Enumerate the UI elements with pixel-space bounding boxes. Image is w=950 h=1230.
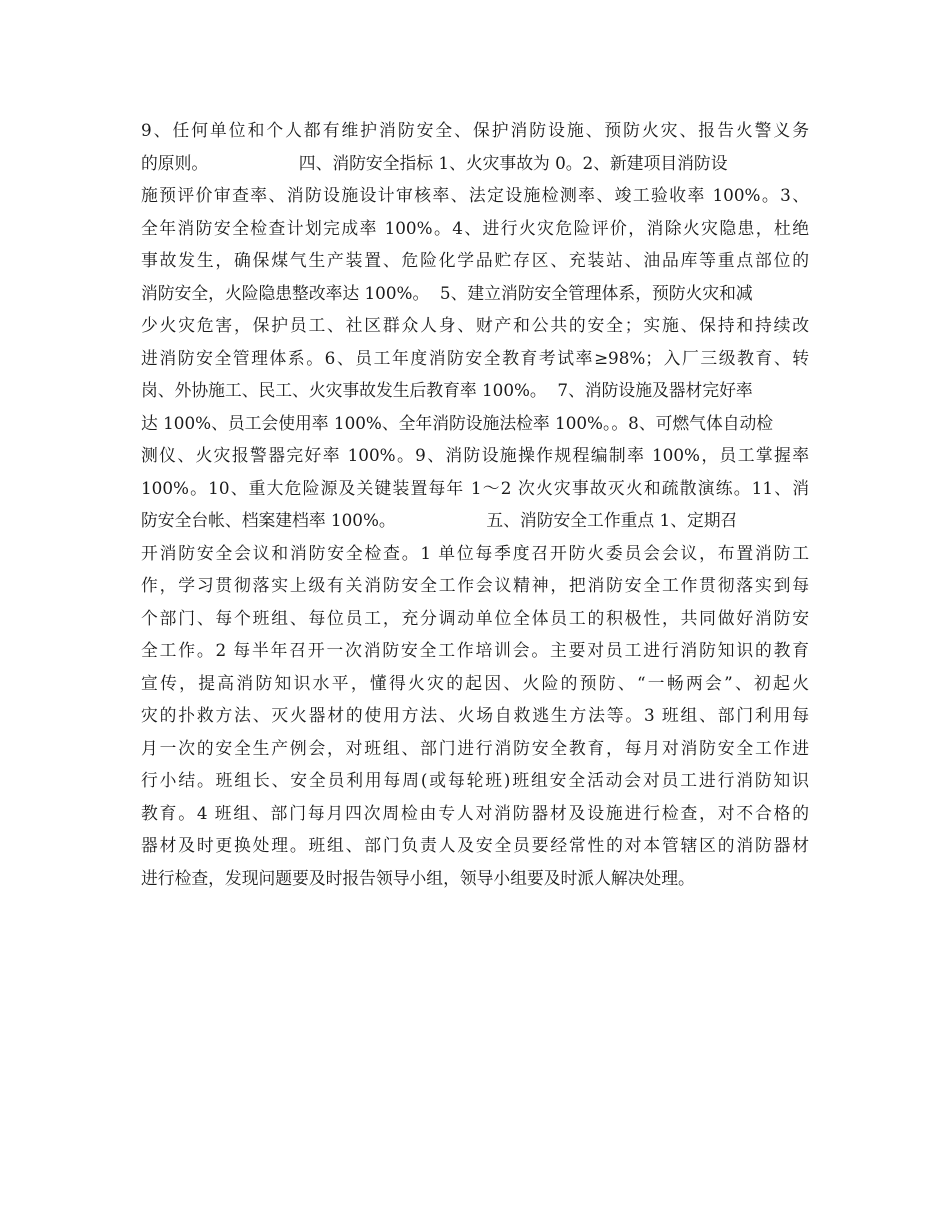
text-line: 测仪、火灾报警器完好率 100%。9、消防设施操作规程编制率 100%，员工掌握率 [141,445,809,465]
text-line: 进消防安全管理体系。6、员工年度消防安全教育考试率≥98%；入厂三级教育、转 [141,347,809,368]
text-line: 教育。4 班组、部门每月四次周检由专人对消防器材及设施进行检查，对不合格的 [141,802,809,823]
text-line: 达 100%、员工会使用率 100%、全年消防设施法检率 100%。。8、可燃气体自动检 [141,412,774,433]
text-line: 100%。10、重大危险源及关键装置每年 1～2 次火灾事故灭火和疏散演练。11、消 [141,477,809,498]
text-line: 事故发生，确保煤气生产装置、危险化学品贮存区、充装站、油品库等重点部位的 [141,250,809,270]
text-line: 个部门、每个班组、每位员工，充分调动单位全体员工的积极性，共同做好消防安 [141,607,809,628]
text-line: 进行检查，发现问题要及时报告领导小组，领导小组要及时派人解决处理。 [141,867,695,888]
text-line: 施预评价审查率、消防设施设计审核率、法定设施检测率、竣工验收率 100%。3、 [141,185,809,205]
text-line: 灾的扑救方法、灭火器材的使用方法、火场自救逃生方法等。3 班组、部门利用每 [141,705,809,725]
text-line: 作，学习贯彻落实上级有关消防安全工作会议精神，把消防安全工作贯彻落实到每 [141,575,809,595]
text-line: 的原则。 四、消防安全指标 1、火灾事故为 0。2、新建项目消防设 [141,152,728,173]
text-line: 月一次的安全生产例会，对班组、部门进行消防安全教育，每月对消防安全工作进 [141,737,809,758]
text-line: 消防安全，火险隐患整改率达 100%。 5、建立消防安全管理体系，预防火灾和减 [141,282,753,303]
text-line: 开消防安全会议和消防安全检查。1 单位每季度召开防火委员会会议，布置消防工 [141,542,809,563]
text-line: 少火灾危害，保护员工、社区群众人身、财产和公共的安全；实施、保持和持续改 [141,315,809,335]
text-line: 器材及时更换处理。班组、部门负责人及安全员要经常性的对本管辖区的消防器材 [141,835,809,855]
body-text [141,114,809,894]
text-line: 岗、外协施工、民工、火灾事故发生后教育率 100%。 7、消防设施及器材完好率 [141,380,753,400]
text-line: 防安全台帐、档案建档率 100%。 五、消防安全工作重点 1、定期召 [141,510,738,530]
text-line: 行小结。班组长、安全员利用每周(或每轮班)班组安全活动会对员工进行消防知识 [141,770,809,790]
text-line: 全年消防安全检查计划完成率 100%。4、进行火灾危险评价，消除火灾隐患，杜绝 [141,217,809,238]
text-line: 宣传，提高消防知识水平，懂得火灾的起因、火险的预防、“一畅两会”、初起火 [141,672,809,693]
text-line: 全工作。2 每半年召开一次消防安全工作培训会。主要对员工进行消防知识的教育 [141,640,809,660]
text-line: 9、任何单位和个人都有维护消防安全、保护消防设施、预防火灾、报告火警义务 [141,120,809,140]
